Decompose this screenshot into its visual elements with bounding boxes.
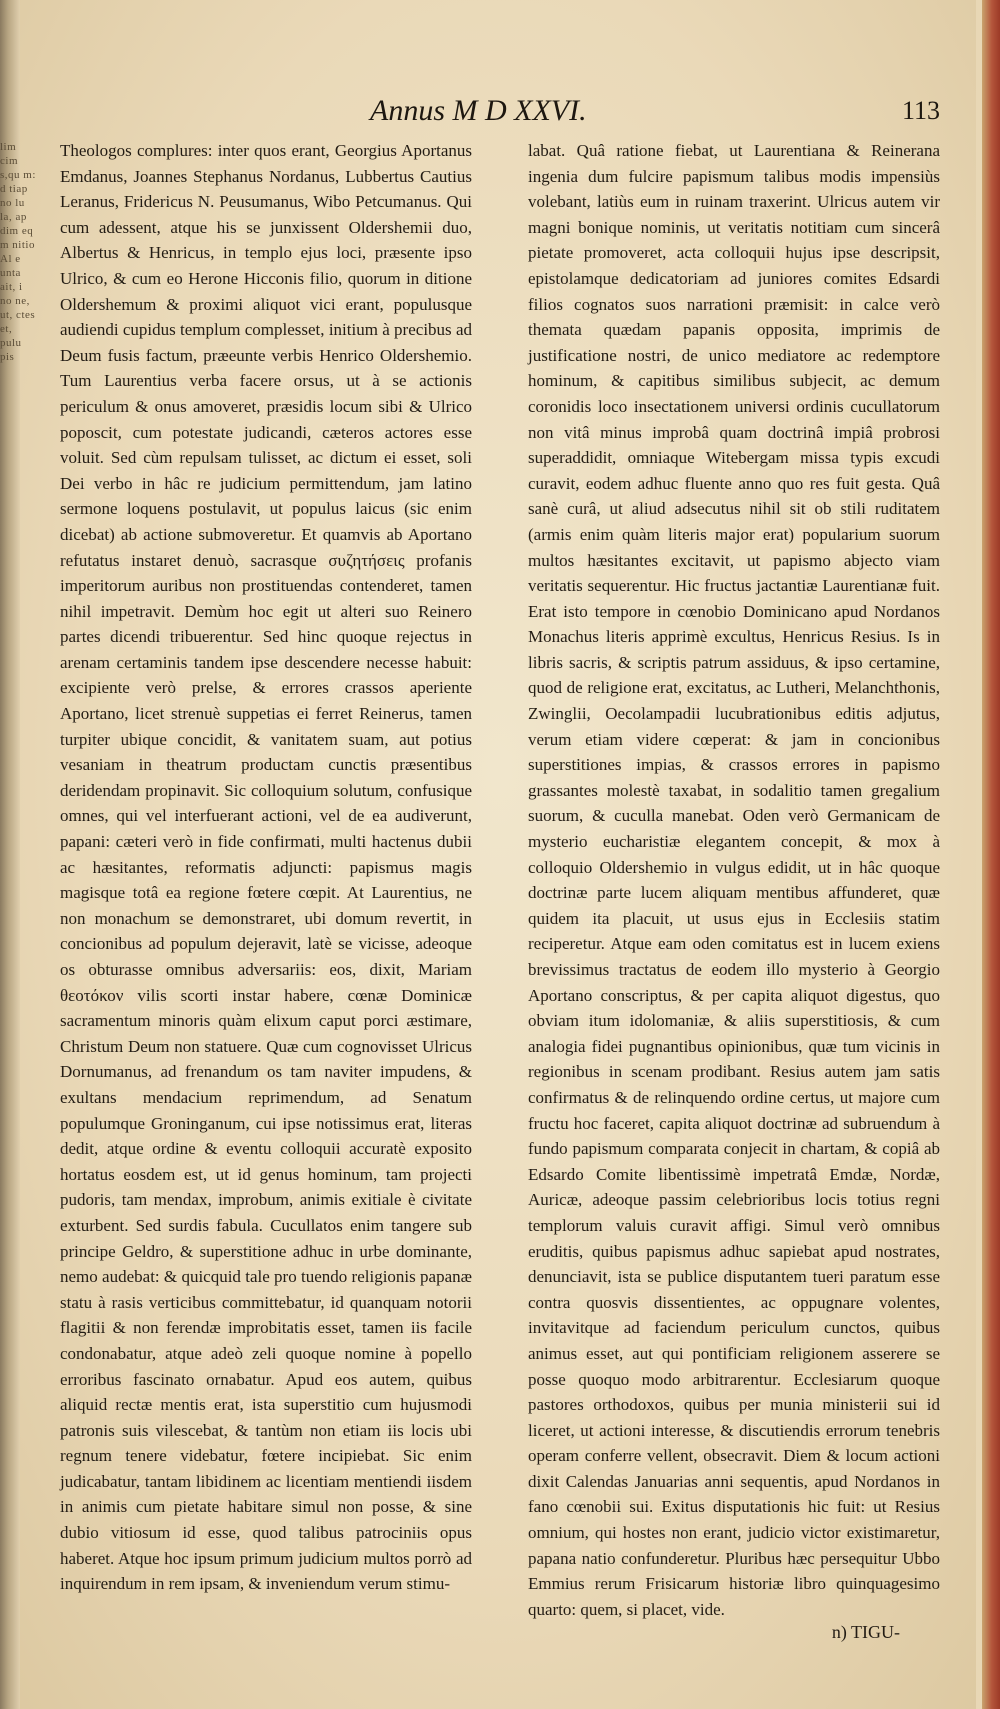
page-header <box>60 94 940 134</box>
catchword: n) TIGU- <box>831 1622 900 1642</box>
page-number: 113 <box>901 96 940 125</box>
left-column-text: Theologos complures: inter quos erant, Georgius Aportanus Emdanus, Joannes Stephanus Nordanus, Lubbertus Cautius Leranus, Fridericus N. Peusumanus, Wibo Petcumanus. Qui cum adessent, atque his se junxissent Oldershemii duo, Albertus & Henricus, in templo ejus loci, præsente ipso Ulrico, & cum eo Herone Hicconis filio, quorum in ditione Oldershemum & proximi aliquot vici erant, populusque audiendi cupidus templum complesset, initium à precibus ad Deum fusis factum, præeunte verbis Henrico Oldershemio. Tum Laurentius verba facere orsus, ut à se actionis periculum & onus amoveret, præsidis locum sibi & Ulrico poposcit, cum potestate judicandi, cæteros actores esse voluit. Sed cùm repulsam tulisset, ac dictum ei esset, soli Dei verbo in hâc re judicium permittendum, jam latino sermone loquens postulavit, ut populus laicus (sic enim dicebat) ab actione submoveretur. Et quamvis ab Aportano refutatus instaret denuò, sacrasque συζητήσεις profanis imperitorum auribus non prostituendas contenderet, tamen nihil impetravit. Demùm hoc egit ut alteri suo Reinero partes dicendi tribuerentur. Sed hinc quoque rejectus in arenam certaminis tandem ipse descendere necesse habuit: excipiente verò prelse, & errores crassos aperiente Aportano, licet strenuè suppetias ei ferret Reinerus, tamen turpiter ubique concidit, & vanitatem suam, aut potius vesaniam in theatrum productam cunctis præsentibus deridendam propinavit. Sic colloquium solutum, confusique omnes, qui vel interfuerant actioni, vel de ea audiverunt, papani: cæteri verò in fide confirmati, multi hactenus dubii ac hæsitantes, reformatis adjuncti: papismus magis magisque totâ ea regione fœtere cœpit. At Laurentius, ne non monachum se demonstraret, ubi domum revertit, in concionibus ad populum dejeravit, latè se vicisse, adeoque os obturasse omnibus adversariis: eos, dixit, Mariam θεοτόκον vilis scorti instar habere, cœnæ Dominicæ sacramentum minoris quàm elixum caput porci æstimare, Christum Deum non statuere. Quæ cum cognovisset Ulricus Dornumanus, ad frenandum os tam naviter impudens, & exultans mendacium reprimendum, ad Senatum populumque Groninganum, cui ipse notissimus erat, literas dedit, atque ordine & eventu colloquii accuratè exposito hortatus eosdem est, ut id genus hominum, tam projecti pudoris, tam mendax, improbum, animis exitiale è civitate exturbent. Sed surdis fabula. Cucullatos enim tangere sub principe Geldro, & superstitione adhuc in urbe dominante, nemo audebat: & quicquid tale pro tuendo religionis papanæ statu à rasis verticibus committebatur, id quanquam notorii flagitii & non ferendæ improbitatis esset, tamen iis facile condonabatur, atque adeò zeli quoque nomine à popello erroribus fascinato ornabatur. Apud eos autem, quibus aliquid rectæ mentis erat, ista superstitio cum hujusmodi patronis suis vilescebat, & tantùm non etiam iis locis ubi regnum tenere videbatur, fœtere incipiebat. Sic enim judicabatur, tantam libidinem ac licentiam mentiendi iisdem in animis cum pietate habitare simul non posse, & sine dubio vitiosum id esse, quod talibus patrociniis opus haberet. Atque hoc ipsum primum judicium multos porrò ad inquirendum in rem ipsam, & inveniendum verum stimu- <box>60 141 472 1594</box>
running-title: Annus M D XXVI. <box>370 94 587 127</box>
text-columns <box>60 138 940 1618</box>
previous-page-fragments: lim cim s,qu m: d tiap no lu la, ap dim eq m nitio Al e unta ait, i no ne, ut, ctes et, pulu pis <box>0 141 36 363</box>
red-page-edge <box>982 0 1000 1709</box>
right-column <box>528 138 940 1618</box>
left-column <box>60 138 472 1618</box>
right-column-text: labat. Quâ ratione fiebat, ut Laurentiana & Reinerana ingenia dum fulcire papismum talibus modis impensiùs volebant, latiùs eum in ruinam traxerint. Ulricus autem vir magni bonique nominis, ut veritatis notitiam cum sincerâ pietate promoveret, acta colloquii hujus ipse descripsit, epistolamque dedicatoriam ad juniores comites Edsardi filios cognatos suos narrationi præmisit: in calce verò themata quædam papanis opposita, imprimis de justificatione nostri, de unico mediatore ac redemptore hominum, & capitibus similibus subjecit, ac demum coronidis loco insectationem universi ordinis cucullatorum non vitâ minus improbâ quam doctrinâ impiâ probrosi superaddidit, omniaque Witebergam missa typis excudi curavit, eodem adhuc fluente anno quo res fuit gesta. Quâ sanè curâ, ut aliud adsecutus nihil sit ob stili ruditatem (armis enim quàm literis major erat) popularium suorum multos hæsitantes excitavit, ut papismo abjecto viam veritatis sequerentur. Hic fructus jactantiæ Laurentianæ fuit. Erat isto tempore in cœnobio Dominicano apud Nordanos Monachus literis apprimè excultus, Henricus Resius. Is in libris sacris, & scriptis patrum assiduus, & ipso certamine, quod de religione erat, excitatus, ac Lutheri, Melanchthonis, Zwinglii, Oecolampadii lucubrationibus editis adjutus, verum etiam videre cœperat: & jam in concionibus superstitiones impias, & crassos errores in papismo grassantes molestè taxabat, in sodalitio tamen gregalium suorum, & cuculla manebat. Oden verò Germanicam de mysterio eucharistiæ elegantem concepit, & mox à colloquio Oldershemio in vulgus edidit, ut in hâc quoque doctrinæ parte lucem aliquam mentibus affunderet, quæ quidem ita placuit, ut usus ejus in Ecclesiis statim reciperetur. Atque eam oden comitatus est in lucem exiens brevissimus tractatus de eodem illo mysterio à Georgio Aportano conscriptus, & per capita aliquot digestus, quo obviam itum idolomaniæ, & aliis superstitiosis, & cum analogia fidei pugnantibus opinionibus, quæ tum vicinis in regionibus in scenam prodibant. Resius autem jam satis confirmatus & de relinquendo ordine certus, ut majore cum fructu hoc faceret, capita aliquot doctrinæ ad subruendum à fundo papismum comparata conjecit in chartam, & copiâ ab Edsardo Comite libentissimè impetratâ Emdæ, Nordæ, Auricæ, adeoque passim celebrioribus locis totius regni templorum valuis curavit affigi. Simul verò omnibus eruditis, quibus papismus adhuc sapiebat apud nostrates, denunciavit, ista se publice disputantem tueri paratum esse contra quosvis dissentientes, ac oppugnare volentes, invitavitque ad faciendum periculum cunctos, quibus animus esset, aut qui pontificiam religionem asserere se posse quoquo modo arbitrarentur. Ecclesiarum quoque pastores orthodoxos, quibus per munia ministerii sui id liceret, ut actioni interesse, & discutiendis errorum tenebris operam conferre vellent, obsecravit. Diem & locum actioni dixit Calendas Januarias anni sequentis, apud Nordanos in fano cœnobii sui. Exitus disputationis hic fuit: ut Resius omnium, qui hostes non erant, judicio victor existimaretur, papana natio confunderetur. Pluribus hæc persequitur Ubbo Emmius rerum Frisicarum historiæ libro quinquagesimo quarto: quem, si placet, vide. <box>528 141 940 1619</box>
